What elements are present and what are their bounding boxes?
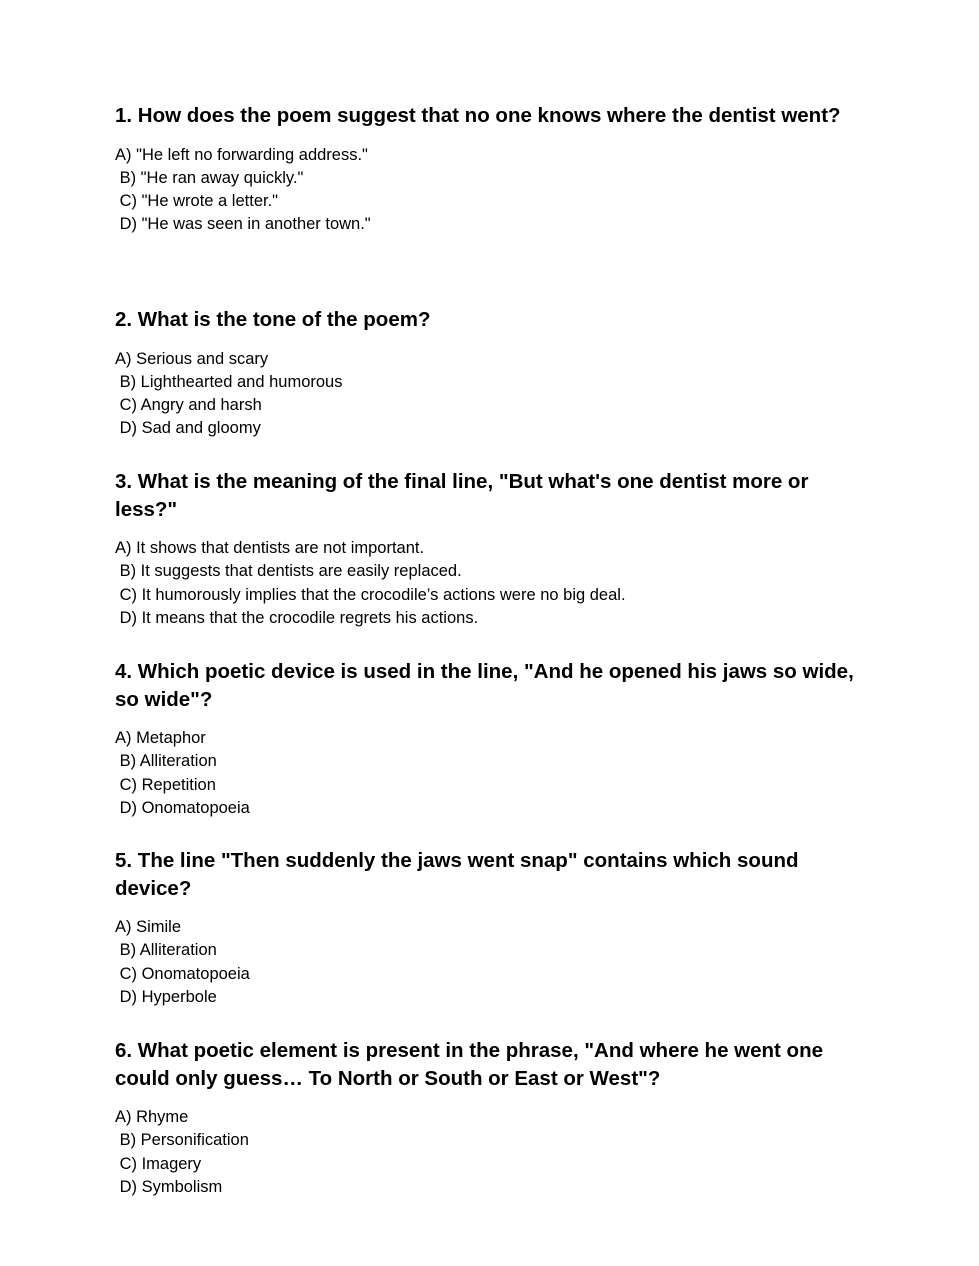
option-b: B) Alliteration [115, 941, 217, 960]
answer-options [115, 1106, 865, 1199]
question-1 [115, 102, 865, 237]
option-a: A) Metaphor [115, 729, 206, 747]
option-b: B) Alliteration [115, 752, 217, 771]
option-c: C) "He wrote a letter." [115, 192, 279, 211]
option-c: C) Onomatopoeia [115, 964, 250, 983]
option-b: B) Lighthearted and humorous [115, 372, 343, 391]
question-title: 5. The line "Then suddenly the jaws went snap" contains which sound device? [115, 849, 799, 900]
question-title: 4. Which poetic device is used in the line, "And he opened his jaws so wide, so wide"? [115, 660, 854, 711]
question-5 [115, 847, 865, 1009]
question-title: 6. What poetic element is present in the phrase, "And where he went one could only guess… To North or South or East or West"? [115, 1039, 824, 1090]
answer-options [115, 727, 865, 820]
option-d: D) "He was seen in another town." [115, 215, 371, 234]
question-6 [115, 1037, 865, 1199]
answer-options [115, 916, 865, 1009]
option-d: D) Onomatopoeia [115, 798, 250, 817]
question-title: 2. What is the tone of the poem? [115, 308, 431, 331]
option-a: A) Rhyme [115, 1108, 189, 1126]
option-c: C) It humorously implies that the crocodile’s actions were no big deal. [115, 585, 626, 604]
option-a: A) It shows that dentists are not important. [115, 539, 425, 557]
question-title: 1. How does the poem suggest that no one knows where the dentist went? [115, 104, 841, 127]
option-b: B) Personification [115, 1131, 249, 1150]
option-d: D) Symbolism [115, 1177, 223, 1196]
option-d: D) Hyperbole [115, 987, 217, 1006]
option-b: B) It suggests that dentists are easily replaced. [115, 562, 462, 581]
question-4 [115, 658, 865, 820]
option-c: C) Imagery [115, 1154, 202, 1173]
question-2 [115, 306, 865, 441]
option-c: C) Angry and harsh [115, 396, 262, 415]
question-title: 3. What is the meaning of the final line, "But what's one dentist more or less?" [115, 470, 809, 521]
option-a: A) "He left no forwarding address." [115, 145, 368, 164]
answer-options [115, 348, 865, 441]
option-d: D) It means that the crocodile regrets his actions. [115, 608, 479, 627]
question-3 [115, 468, 865, 630]
answer-options [115, 144, 865, 237]
option-b: B) "He ran away quickly." [115, 168, 304, 187]
option-a: A) Serious and scary [115, 349, 269, 368]
answer-options [115, 537, 865, 630]
option-a: A) Simile [115, 918, 182, 936]
option-c: C) Repetition [115, 775, 216, 794]
option-d: D) Sad and gloomy [115, 419, 261, 438]
